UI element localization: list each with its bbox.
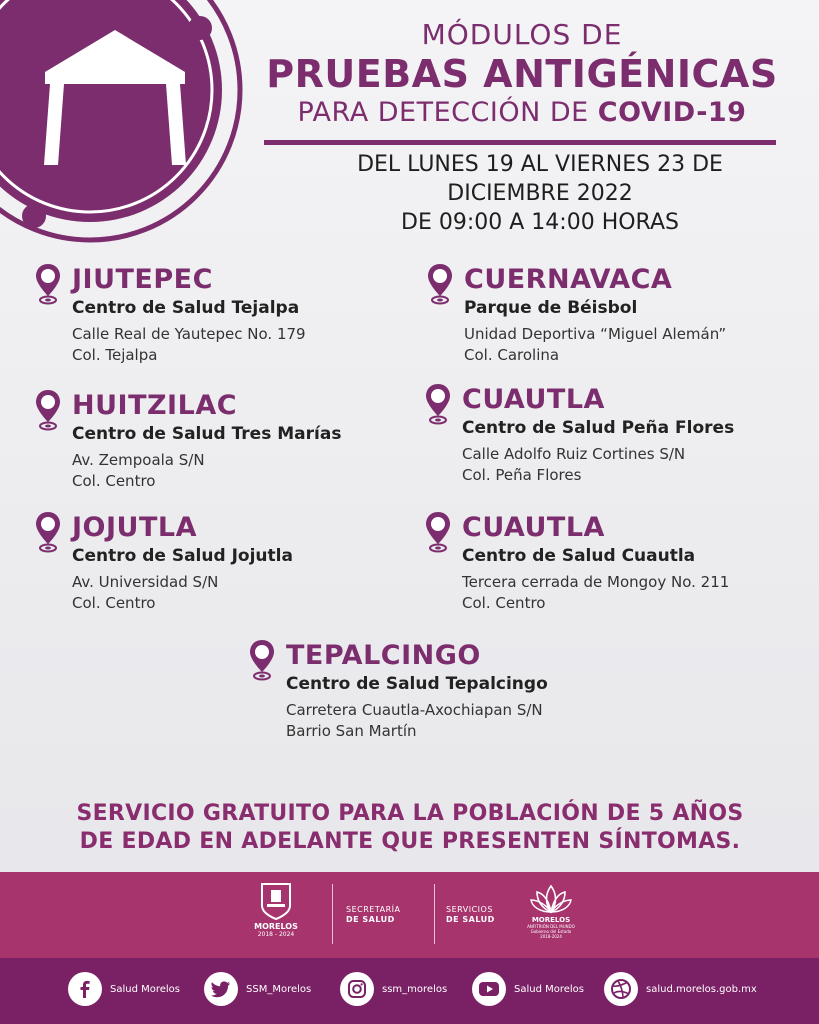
address-street: Calle Adolfo Ruiz Cortines S/N bbox=[462, 445, 686, 463]
morelos-years: 2018 - 2024 bbox=[257, 931, 295, 938]
title-line-3-bold: COVID-19 bbox=[597, 97, 747, 128]
location-city: JIUTEPEC bbox=[72, 264, 213, 295]
morelos-seal-logo bbox=[246, 882, 306, 938]
location-address bbox=[72, 450, 205, 492]
title-line-1: MÓDULOS DE bbox=[421, 18, 623, 51]
location-city: CUERNAVACA bbox=[464, 264, 673, 295]
morelos-name: MORELOS bbox=[254, 922, 298, 931]
address-colonia: Col. Peña Flores bbox=[462, 466, 582, 484]
location-center: Centro de Salud Tepalcingo bbox=[286, 674, 548, 694]
social-label: SSM_Morelos bbox=[246, 983, 312, 995]
logo-band bbox=[0, 872, 819, 958]
title-line-3 bbox=[262, 96, 782, 130]
page-title bbox=[262, 18, 782, 130]
location-address bbox=[72, 572, 218, 614]
location-pin-icon bbox=[426, 262, 454, 306]
location-address bbox=[72, 324, 306, 366]
address-street: Unidad Deportiva “Miguel Alemán” bbox=[464, 325, 727, 343]
address-street: Carretera Cuautla-Axochiapan S/N bbox=[286, 701, 543, 719]
secretaria-line-2: DE SALUD bbox=[346, 915, 395, 924]
address-colonia: Col. Centro bbox=[72, 472, 156, 490]
title-line-2: PRUEBAS ANTIGÉNICAS bbox=[266, 52, 778, 96]
anfitrion-tagline: ANFITRIÓN DEL MUNDO bbox=[527, 924, 575, 929]
location-address bbox=[286, 700, 543, 742]
schedule-line-2: DICIEMBRE 2022 bbox=[447, 181, 633, 206]
schedule-block bbox=[300, 150, 780, 237]
address-street: Calle Real de Yautepec No. 179 bbox=[72, 325, 306, 343]
anfitrion-sub: Gobierno del Estado bbox=[530, 929, 572, 934]
social-twitter[interactable] bbox=[204, 972, 311, 1006]
location-center: Centro de Salud Tres Marías bbox=[72, 424, 342, 444]
morelos-anfitrion-logo bbox=[520, 882, 582, 939]
youtube-icon bbox=[472, 972, 506, 1006]
web-icon bbox=[604, 972, 638, 1006]
location-city: JOJUTLA bbox=[72, 512, 197, 543]
location-city: CUAUTLA bbox=[462, 512, 605, 543]
address-colonia: Col. Tejalpa bbox=[72, 346, 158, 364]
anfitrion-years: 2018-2024 bbox=[540, 934, 562, 939]
address-street: Av. Zempoala S/N bbox=[72, 451, 205, 469]
address-street: Av. Universidad S/N bbox=[72, 573, 219, 591]
service-line-1: SERVICIO GRATUITO PARA LA POBLACIÓN DE 5 AÑOS bbox=[76, 801, 744, 826]
secretaria-line-1: SECRETARÍA bbox=[346, 905, 401, 914]
service-statement bbox=[40, 800, 780, 856]
servicios-line-2: DE SALUD bbox=[446, 915, 495, 924]
instagram-icon bbox=[340, 972, 374, 1006]
location-address bbox=[462, 444, 685, 486]
twitter-icon bbox=[204, 972, 238, 1006]
social-label: salud.morelos.gob.mx bbox=[646, 983, 757, 995]
address-colonia: Col. Carolina bbox=[464, 346, 560, 364]
social-facebook[interactable] bbox=[68, 972, 180, 1006]
social-instagram[interactable] bbox=[340, 972, 447, 1006]
location-city: HUITZILAC bbox=[72, 390, 238, 421]
location-city: CUAUTLA bbox=[462, 384, 605, 415]
morelos-seal-icon bbox=[259, 882, 293, 920]
location-center: Parque de Béisbol bbox=[464, 298, 638, 318]
location-address bbox=[464, 324, 726, 366]
band-divider bbox=[332, 884, 333, 944]
location-pin-icon bbox=[34, 510, 62, 554]
location-pin-icon bbox=[424, 510, 452, 554]
title-line-3-prefix: PARA DETECCIÓN DE bbox=[297, 97, 589, 128]
servicios-logo bbox=[446, 905, 495, 925]
location-center: Centro de Salud Tejalpa bbox=[72, 298, 300, 318]
lotus-flower-icon bbox=[529, 882, 573, 916]
anfitrion-name: MORELOS bbox=[531, 916, 571, 924]
header-divider bbox=[264, 140, 776, 145]
location-center: Centro de Salud Jojutla bbox=[72, 546, 293, 566]
schedule-line-3: DE 09:00 A 14:00 HORAS bbox=[401, 210, 679, 235]
location-center: Centro de Salud Peña Flores bbox=[462, 418, 735, 438]
location-center: Centro de Salud Cuautla bbox=[462, 546, 696, 566]
address-street: Tercera cerrada de Mongoy No. 211 bbox=[462, 573, 730, 591]
social-youtube[interactable] bbox=[472, 972, 584, 1006]
address-colonia: Col. Centro bbox=[72, 594, 156, 612]
servicios-line-1: SERVICIOS bbox=[446, 905, 493, 914]
location-city: TEPALCINGO bbox=[286, 640, 481, 671]
tent-badge-logo bbox=[0, 0, 250, 250]
facebook-icon bbox=[68, 972, 102, 1006]
secretaria-logo bbox=[346, 905, 400, 925]
location-pin-icon bbox=[34, 262, 62, 306]
location-address bbox=[462, 572, 729, 614]
service-line-2: DE EDAD EN ADELANTE QUE PRESENTEN SÍNTOMAS. bbox=[79, 829, 741, 854]
address-colonia: Barrio San Martín bbox=[286, 722, 417, 740]
band-divider bbox=[434, 884, 435, 944]
address-colonia: Col. Centro bbox=[462, 594, 546, 612]
location-pin-icon bbox=[34, 388, 62, 432]
social-label: ssm_morelos bbox=[382, 983, 448, 995]
schedule-line-1: DEL LUNES 19 AL VIERNES 23 DE bbox=[357, 152, 723, 177]
social-label: Salud Morelos bbox=[514, 983, 585, 995]
location-pin-icon bbox=[424, 382, 452, 426]
location-pin-icon bbox=[248, 638, 276, 682]
social-website[interactable] bbox=[604, 972, 757, 1006]
social-label: Salud Morelos bbox=[110, 983, 181, 995]
